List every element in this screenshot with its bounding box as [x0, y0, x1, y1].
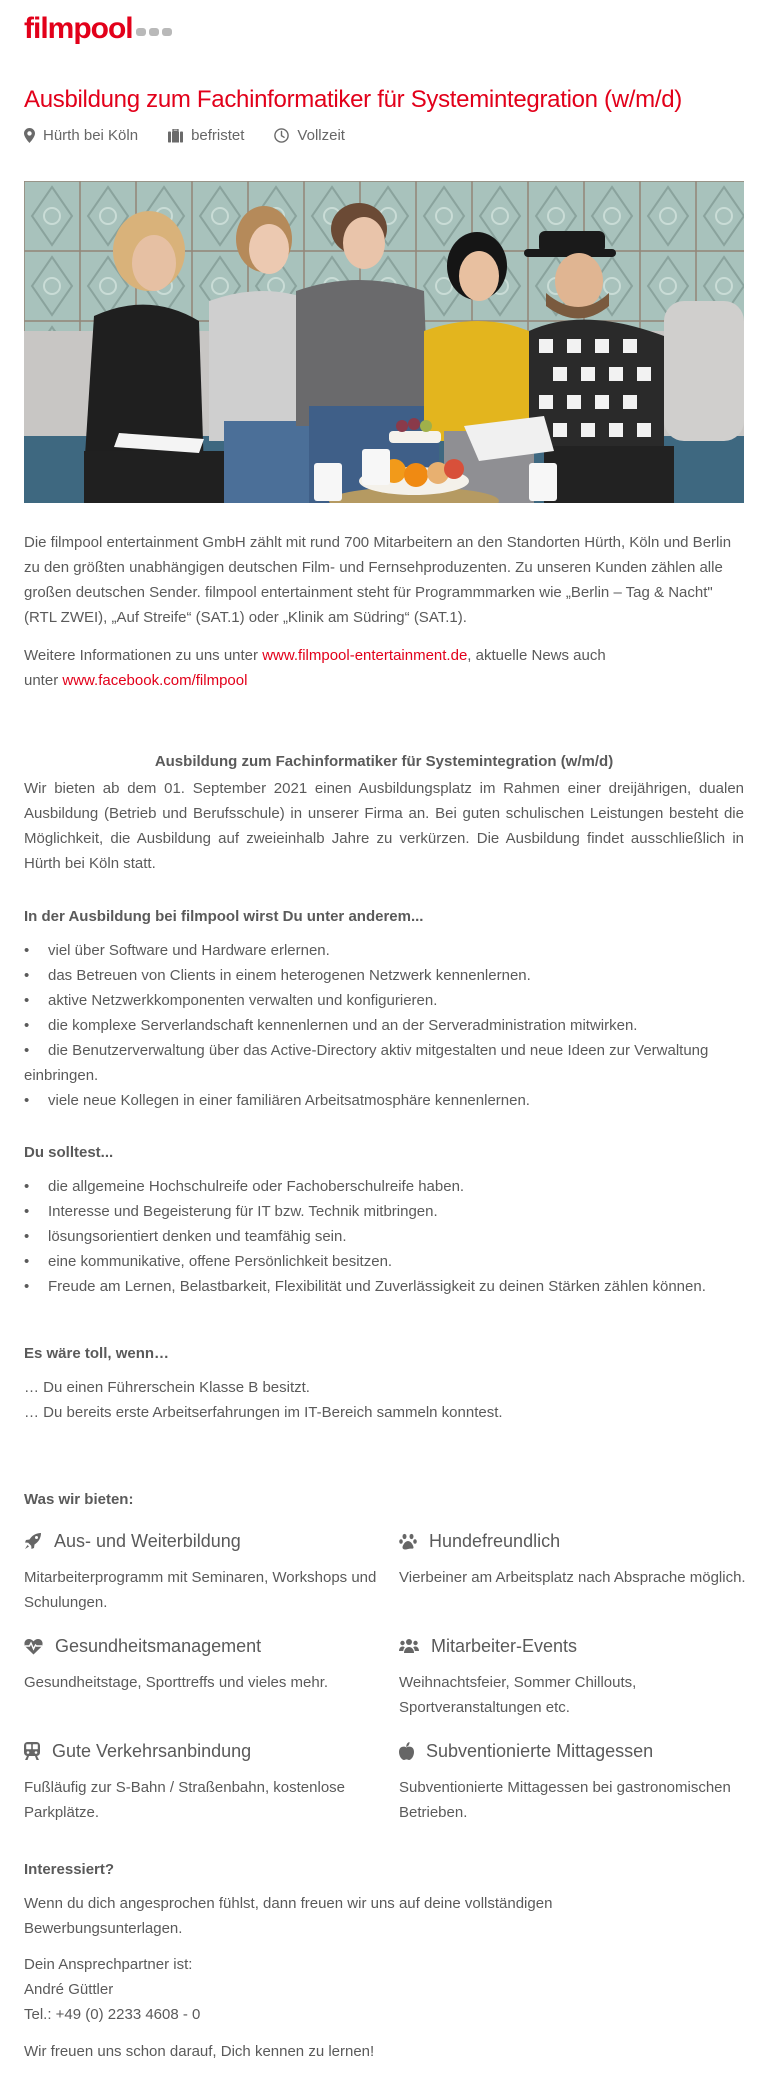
list-item [24, 1174, 744, 1199]
clock-icon [274, 128, 289, 143]
users-icon [399, 1638, 419, 1654]
meta-contract-label: befristet [191, 127, 245, 144]
requirements-heading: Du solltest... [24, 1144, 114, 1161]
bullet: • [24, 1178, 30, 1195]
list-item-text: die allgemeine Hochschulreife oder Fachoberschulreife haben. [48, 1178, 465, 1195]
filmpool-logo[interactable] [24, 14, 172, 44]
list-item [24, 1274, 744, 1299]
contact-phone[interactable]: Tel.: +49 (0) 2233 4608 - 0 [24, 2006, 201, 2023]
benefit-title: Subventionierte Mittagessen [426, 1740, 654, 1761]
job-meta [24, 127, 345, 144]
meta-hours [274, 127, 345, 144]
company-intro: Die filmpool entertainment GmbH zählt mit rund 700 Mitarbeitern an den Standorten Hürth, Köln und Berlin zu den größten unabhängigen deutschen Film- und Fernsehproduzenten. Zu unseren Kunden zählen alle großen deutschen Sender. filmpool entertainment steht für Programmmarken wie „Berlin – Tag & Nacht" (RTL ZWEI), „Auf Streife“ (SAT.1) oder „Klinik am Südring“ (SAT.1). [24, 534, 732, 626]
contact-paragraph: Wenn du dich angesprochen fühlst, dann freuen wir uns auf deine vollständigen Bewerbungsunterlagen. [24, 1895, 553, 1937]
benefit-item [24, 1738, 384, 1825]
benefit-description: Gesundheitstage, Sporttreffs und vieles mehr. [24, 1674, 329, 1691]
benefit-title: Aus- und Weiterbildung [54, 1530, 241, 1551]
more-info [24, 643, 744, 693]
benefit-description: Mitarbeiterprogramm mit Seminaren, Workshops und Schulungen. [24, 1569, 377, 1611]
bullet: • [24, 1042, 30, 1059]
list-item-text: lösungsorientiert denken und teamfähig sein. [48, 1228, 347, 1245]
list-item-text: die Benutzerverwaltung über das Active-Directory aktiv mitgestalten und neue Ideen zur Verwaltung einbringen. [24, 1042, 709, 1084]
benefit-description: Fußläufig zur S-Bahn / Straßenbahn, kostenlose Parkplätze. [24, 1779, 346, 1821]
rocket-icon [24, 1532, 42, 1550]
list-item-text: Interesse und Begeisterung für IT bzw. Technik mitbringen. [48, 1203, 438, 1220]
bullet: • [24, 1253, 30, 1270]
bullet: • [24, 1017, 30, 1034]
list-item-text: viele neue Kollegen in einer familiären Arbeitsatmosphäre kennenlernen. [48, 1092, 530, 1109]
apple-icon [399, 1742, 414, 1760]
benefit-item [399, 1738, 759, 1825]
list-item [24, 988, 744, 1013]
meta-contract [168, 127, 244, 144]
bullet: • [24, 992, 30, 1009]
list-item-text: Freude am Lernen, Belastbarkeit, Flexibilität und Zuverlässigkeit zu deinen Stärken zählen können. [48, 1278, 706, 1295]
bullet: • [24, 967, 30, 984]
list-item [24, 1038, 744, 1088]
more-info-under: unter [24, 672, 63, 689]
benefit-item [399, 1528, 759, 1590]
tasks-list [24, 938, 744, 1113]
suitcase-icon [168, 129, 183, 143]
paw-icon [399, 1533, 417, 1550]
map-marker-icon [24, 128, 35, 143]
list-item-text: aktive Netzwerkkomponenten verwalten und konfigurieren. [48, 992, 438, 1009]
offer-heading: Ausbildung zum Fachinformatiker für Systemintegration (w/m/d) [154, 753, 614, 770]
benefit-description: Subventionierte Mittagessen bei gastronomischen Betrieben. [399, 1779, 731, 1821]
requirements-list [24, 1174, 744, 1299]
bullet: • [24, 1228, 30, 1245]
list-item [24, 963, 744, 988]
list-item [24, 1224, 744, 1249]
tasks-heading: In der Ausbildung bei filmpool wirst Du unter anderem... [24, 908, 424, 925]
logo-wordmark: filmpool [24, 12, 133, 45]
benefits-heading: Was wir bieten: [24, 1491, 134, 1508]
list-item-text: die komplexe Serverlandschaft kennenlernen und an der Serveradministration mitwirken. [48, 1017, 638, 1034]
list-item [24, 1088, 744, 1113]
more-info-middle: , aktuelle News auch [467, 647, 606, 664]
website-link[interactable]: www.filmpool-entertainment.de [262, 647, 468, 664]
facebook-link[interactable]: www.facebook.com/filmpool [62, 672, 248, 689]
benefit-item [24, 1528, 384, 1615]
train-icon [24, 1742, 40, 1760]
benefit-title: Gesundheitsmanagement [55, 1635, 262, 1656]
bullet: • [24, 1278, 30, 1295]
list-item-text: viel über Software und Hardware erlernen. [48, 942, 330, 959]
bullet: • [24, 1092, 30, 1109]
contact-name: André Güttler [24, 1981, 114, 1998]
list-item [24, 1249, 744, 1274]
list-item [24, 1199, 744, 1224]
logo-dots [136, 28, 172, 36]
nice-to-have-heading: Es wäre toll, wenn… [24, 1345, 170, 1362]
benefit-description: Weihnachtsfeier, Sommer Chillouts, Sportveranstaltungen etc. [399, 1674, 637, 1716]
closing-text: Wir freuen uns schon darauf, Dich kennen zu lernen! [24, 2043, 375, 2060]
bullet: • [24, 1203, 30, 1220]
heartbeat-icon [24, 1638, 43, 1655]
list-item [24, 1013, 744, 1038]
more-info-prefix: Weitere Informationen zu uns unter [24, 647, 263, 664]
list-item-text: das Betreuen von Clients in einem heterogenen Netzwerk kennenlernen. [48, 967, 531, 984]
team-photo-illustration [24, 181, 744, 503]
benefit-title: Mitarbeiter-Events [431, 1635, 578, 1656]
meta-hours-label: Vollzeit [297, 127, 345, 144]
meta-location-label: Hürth bei Köln [43, 127, 139, 144]
benefit-title: Gute Verkehrsanbindung [52, 1740, 252, 1761]
nice-to-have-item: … Du einen Führerschein Klasse B besitzt. [24, 1379, 310, 1396]
benefit-item [24, 1633, 384, 1695]
contact-heading: Interessiert? [24, 1861, 115, 1878]
offer-paragraph: Wir bieten ab dem 01. September 2021 einen Ausbildungsplatz im Rahmen einer dreijährigen, dualen Ausbildung (Betrieb und Berufsschule) in unserer Firma an. Bei guten schulischen Leistungen besteht die Möglichkeit, die Ausbildung auf zweieinhalb Jahre zu verkürzen. Die Ausbildung findet ausschließlich in Hürth bei Köln statt. [24, 780, 744, 872]
list-item-text: eine kommunikative, offene Persönlichkeit besitzen. [48, 1253, 393, 1270]
job-title: Ausbildung zum Fachinformatiker für Systemintegration (w/m/d) [24, 86, 682, 113]
bullet: • [24, 942, 30, 959]
nice-to-have-item: … Du bereits erste Arbeitserfahrungen im IT-Bereich sammeln konntest. [24, 1404, 503, 1421]
list-item [24, 938, 744, 963]
contact-label: Dein Ansprechpartner ist: [24, 1956, 193, 1973]
team-photo [24, 181, 744, 503]
meta-location [24, 127, 138, 144]
benefit-title: Hundefreundlich [429, 1530, 561, 1551]
benefit-item [399, 1633, 759, 1720]
benefit-description: Vierbeiner am Arbeitsplatz nach Absprache möglich. [399, 1569, 746, 1586]
